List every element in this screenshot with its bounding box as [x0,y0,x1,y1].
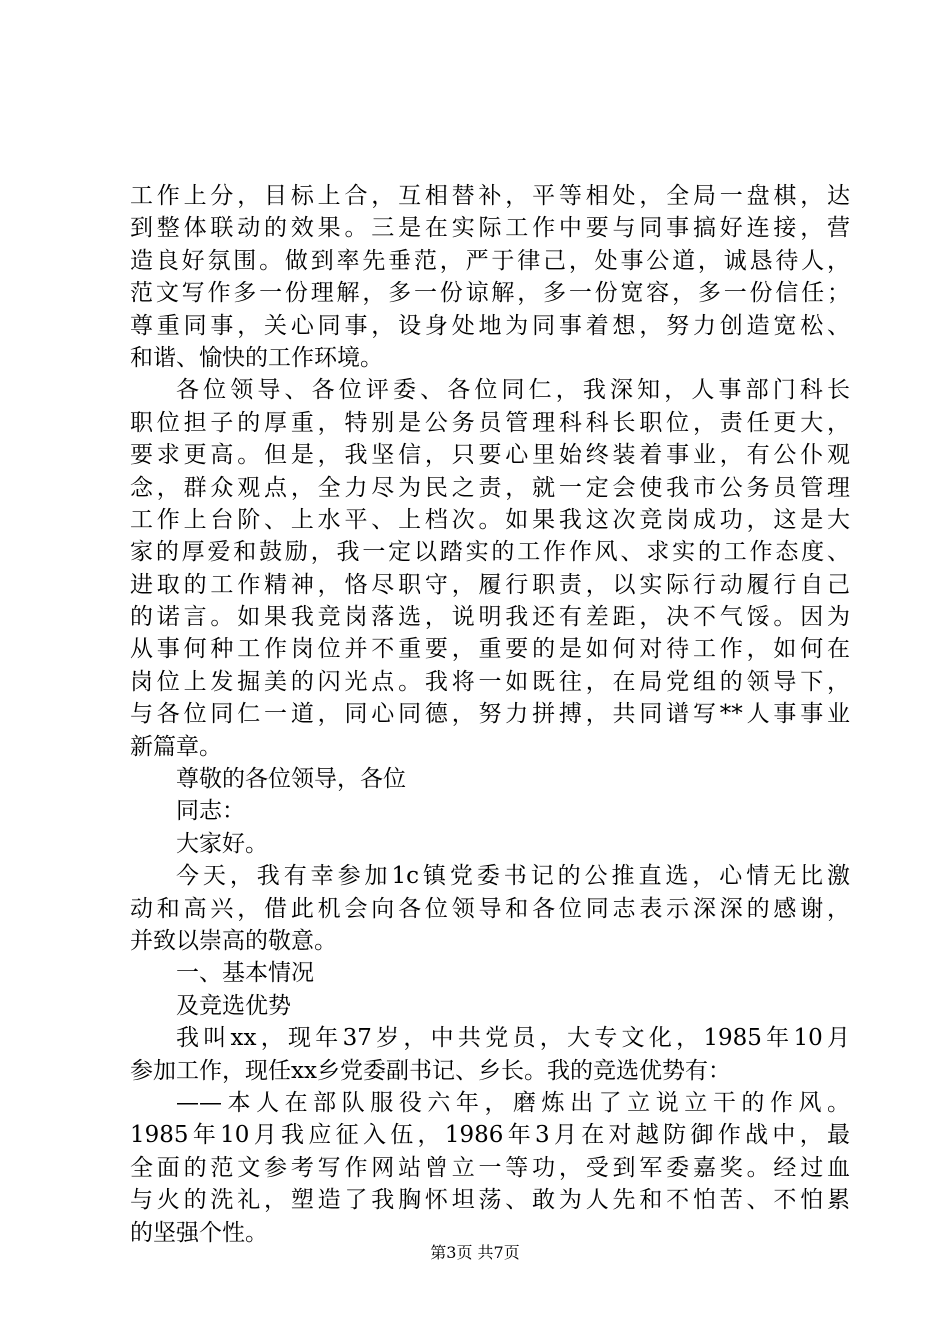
text-line: 到整体联动的效果。三是在实际工作中要与同事搞好连接，营 [130,215,850,242]
text-line: 职位担子的厚重，特别是公务员管理科科长职位，责任更大， [130,409,850,436]
text-line: 从事何种工作岗位并不重要，重要的是如何对待工作，如何在 [130,636,850,663]
page-number-footer: 第3页 共7页 [430,1243,520,1262]
text-line: 尊重同事，关心同事，设身处地为同事着想，努力创造宽松、 [130,312,850,339]
text-line: 的诺言。如果我竞岗落选，说明我还有差距，决不气馁。因为 [130,604,850,631]
text-line: 进取的工作精神，恪尽职守，履行职责，以实际行动履行自己 [130,571,850,598]
text-line: 我叫xx，现年37岁，中共党员，大专文化，1985年10月 [176,1025,850,1052]
text-line: 各位领导、各位评委、各位同仁，我深知，人事部门科长 [176,377,850,404]
text-line: 今天，我有幸参加1c镇党委书记的公推直选，心情无比激 [176,863,850,890]
text-line: 工作上台阶、上水平、上档次。如果我这次竞岗成功，这是大 [130,506,850,533]
text-line: 念，群众观点，全力尽为民之责，就一定会使我市公务员管理 [130,474,850,501]
text-line: 与各位同仁一道，同心同德，努力拼搏，共同谱写**人事事业 [130,701,850,728]
text-line: 岗位上发掘美的闪光点。我将一如既往，在局党组的领导下， [130,668,850,695]
text-line: 同志： [176,798,245,825]
text-line: 和谐、愉快的工作环境。 [130,344,383,371]
text-line: 范文写作多一份理解，多一份谅解，多一份宽容，多一份信任； [130,280,850,307]
text-line: 动和高兴，借此机会向各位领导和各位同志表示深深的感谢， [130,895,850,922]
text-line: 尊敬的各位领导，各位 [176,766,406,793]
text-line: 并致以崇高的敬意。 [130,927,337,954]
text-line: 新篇章。 [130,733,222,760]
document-body [130,180,850,1249]
text-line: 要求更高。但是，我坚信，只要心里始终装着事业，有公仆观 [130,442,850,469]
text-line: 家的厚爱和鼓励，我一定以踏实的工作作风、求实的工作态度、 [130,539,850,566]
text-line: ——本人在部队服役六年，磨炼出了立说立干的作风。 [176,1089,850,1116]
text-line: 与火的洗礼，塑造了我胸怀坦荡、敢为人先和不怕苦、不怕累 [130,1187,850,1214]
text-line: 的坚强个性。 [130,1219,268,1246]
text-line: 参加工作，现任xx乡党委副书记、乡长。我的竞选优势有： [130,1057,731,1084]
text-line: 及竞选优势 [176,992,291,1019]
text-line: 一、基本情况 [176,960,314,987]
text-line: 大家好。 [176,830,268,857]
text-line: 全面的范文参考写作网站曾立一等功，受到军委嘉奖。经过血 [130,1154,850,1181]
text-line: 工作上分，目标上合，互相替补，平等相处，全局一盘棋，达 [130,183,850,209]
text-line: 造良好氛围。做到率先垂范，严于律己，处事公道，诚恳待人， [130,247,850,274]
text-line: 1985年10月我应征入伍，1986年3月在对越防御作战中，最 [130,1122,850,1149]
